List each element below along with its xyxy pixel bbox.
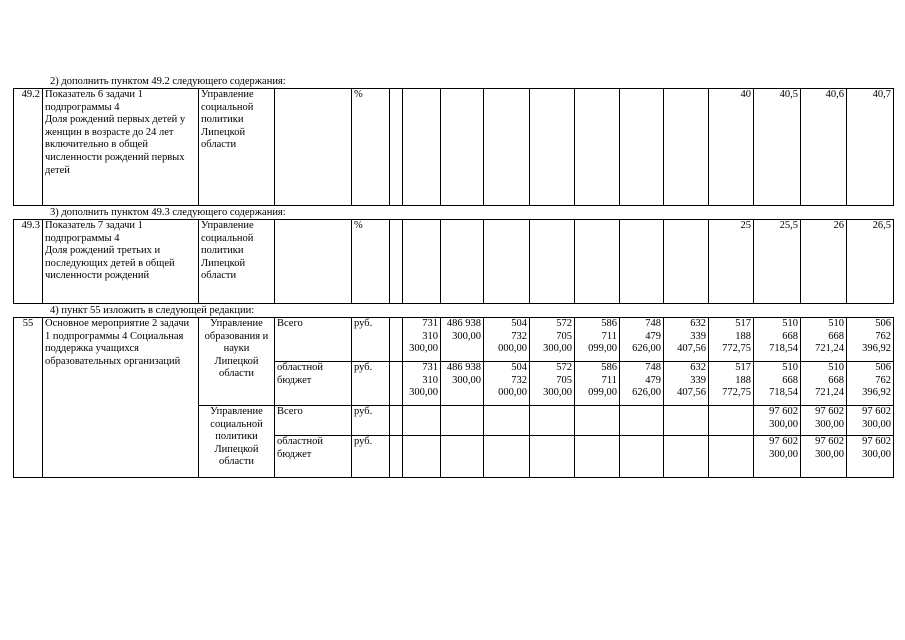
executor-education: Управление образования и науки Липецкой области — [199, 318, 275, 406]
empty-cell — [575, 406, 620, 436]
note-item-55: 4) пункт 55 изложить в следующей редакции: — [50, 305, 255, 316]
amount-cell: 506 762 396,92 — [847, 318, 894, 362]
unit: % — [352, 89, 390, 206]
amount-cell: 586 711 099,00 — [575, 362, 620, 406]
value-cell: 40,7 — [847, 89, 894, 206]
source-total: Всего — [275, 318, 352, 362]
row-number: 49.2 — [14, 89, 43, 206]
amount-cell: 731 310 300,00 — [403, 362, 441, 406]
table-55 — [13, 317, 894, 478]
source-total: Всего — [275, 406, 352, 436]
amount-cell: 517 188 772,75 — [709, 362, 754, 406]
amount-cell: 586 711 099,00 — [575, 318, 620, 362]
empty-cell — [620, 406, 664, 436]
amount-cell: 97 602 300,00 — [847, 436, 894, 478]
amount-cell: 517 188 772,75 — [709, 318, 754, 362]
empty-cell — [390, 89, 403, 206]
empty-cell — [403, 406, 441, 436]
value-cell: 26 — [801, 220, 847, 304]
empty-cell — [441, 89, 484, 206]
value-cell: 25,5 — [754, 220, 801, 304]
amount-cell: 97 602 300,00 — [754, 406, 801, 436]
empty-cell — [530, 406, 575, 436]
indicator-name: Показатель 7 задачи 1 подпрограммы 4 Доля рождений третьих и последующих детей в общей численности рождений — [43, 220, 199, 304]
empty-cell — [664, 89, 709, 206]
amount-cell: 97 602 300,00 — [801, 436, 847, 478]
activity-name: Основное мероприятие 2 задачи 1 подпрограммы 4 Социальная поддержка учащихся образовательных организаций — [43, 318, 199, 478]
executor: Управление социальной политики Липецкой области — [199, 220, 275, 304]
amount-cell: 748 479 626,00 — [620, 362, 664, 406]
row-number: 55 — [14, 318, 43, 478]
empty-cell — [620, 89, 664, 206]
amount-cell: 572 705 300,00 — [530, 362, 575, 406]
executor: Управление социальной политики Липецкой области — [199, 89, 275, 206]
source-cell — [275, 220, 352, 304]
amount-cell: 572 705 300,00 — [530, 318, 575, 362]
empty-cell — [530, 89, 575, 206]
empty-cell — [620, 436, 664, 478]
amount-cell: 504 732 000,00 — [484, 362, 530, 406]
empty-cell — [575, 436, 620, 478]
empty-cell — [664, 220, 709, 304]
value-cell: 40,5 — [754, 89, 801, 206]
note-item-49-2: 2) дополнить пунктом 49.2 следующего содержания: — [50, 76, 286, 87]
empty-cell — [403, 436, 441, 478]
empty-cell — [441, 220, 484, 304]
value-cell: 40 — [709, 89, 754, 206]
empty-cell — [620, 220, 664, 304]
document — [13, 75, 893, 478]
indicator-name: Показатель 6 задачи 1 подпрограммы 4 Доля рождений первых детей у женщин в возрасте до 24 лет включительно в общей численности рождений первых детей — [43, 89, 199, 206]
amount-cell: 504 732 000,00 — [484, 318, 530, 362]
empty-cell — [484, 436, 530, 478]
table-49-3 — [13, 219, 894, 304]
value-cell: 26,5 — [847, 220, 894, 304]
row-number: 49.3 — [14, 220, 43, 304]
empty-cell — [709, 436, 754, 478]
empty-cell — [441, 436, 484, 478]
value-cell: 25 — [709, 220, 754, 304]
empty-cell — [390, 318, 403, 362]
amount-cell: 510 668 721,24 — [801, 362, 847, 406]
amount-cell: 632 339 407,56 — [664, 362, 709, 406]
amount-cell: 510 668 718,54 — [754, 318, 801, 362]
amount-cell: 731 310 300,00 — [403, 318, 441, 362]
unit: % — [352, 220, 390, 304]
source-regional: областной бюджет — [275, 436, 352, 478]
amount-cell: 632 339 407,56 — [664, 318, 709, 362]
empty-cell — [390, 436, 403, 478]
value-cell: 40,6 — [801, 89, 847, 206]
amount-cell: 97 602 300,00 — [801, 406, 847, 436]
empty-cell — [530, 436, 575, 478]
source-cell — [275, 89, 352, 206]
empty-cell — [484, 406, 530, 436]
amount-cell: 97 602 300,00 — [847, 406, 894, 436]
empty-cell — [709, 406, 754, 436]
amount-cell: 486 938 300,00 — [441, 362, 484, 406]
empty-cell — [530, 220, 575, 304]
unit: руб. — [352, 362, 390, 406]
empty-cell — [390, 362, 403, 406]
empty-cell — [441, 406, 484, 436]
unit: руб. — [352, 406, 390, 436]
note-item-49-3: 3) дополнить пунктом 49.3 следующего содержания: — [50, 207, 286, 218]
amount-cell: 486 938 300,00 — [441, 318, 484, 362]
empty-cell — [484, 220, 530, 304]
amount-cell: 506 762 396,92 — [847, 362, 894, 406]
empty-cell — [403, 220, 441, 304]
empty-cell — [390, 220, 403, 304]
source-regional: областной бюджет — [275, 362, 352, 406]
amount-cell: 97 602 300,00 — [754, 436, 801, 478]
empty-cell — [664, 406, 709, 436]
empty-cell — [664, 436, 709, 478]
unit: руб. — [352, 318, 390, 362]
empty-cell — [575, 220, 620, 304]
empty-cell — [403, 89, 441, 206]
empty-cell — [390, 406, 403, 436]
executor-social: Управление социальной политики Липецкой области — [199, 406, 275, 478]
empty-cell — [484, 89, 530, 206]
amount-cell: 748 479 626,00 — [620, 318, 664, 362]
amount-cell: 510 668 721,24 — [801, 318, 847, 362]
table-49-2 — [13, 88, 894, 206]
amount-cell: 510 668 718,54 — [754, 362, 801, 406]
unit: руб. — [352, 436, 390, 478]
empty-cell — [575, 89, 620, 206]
